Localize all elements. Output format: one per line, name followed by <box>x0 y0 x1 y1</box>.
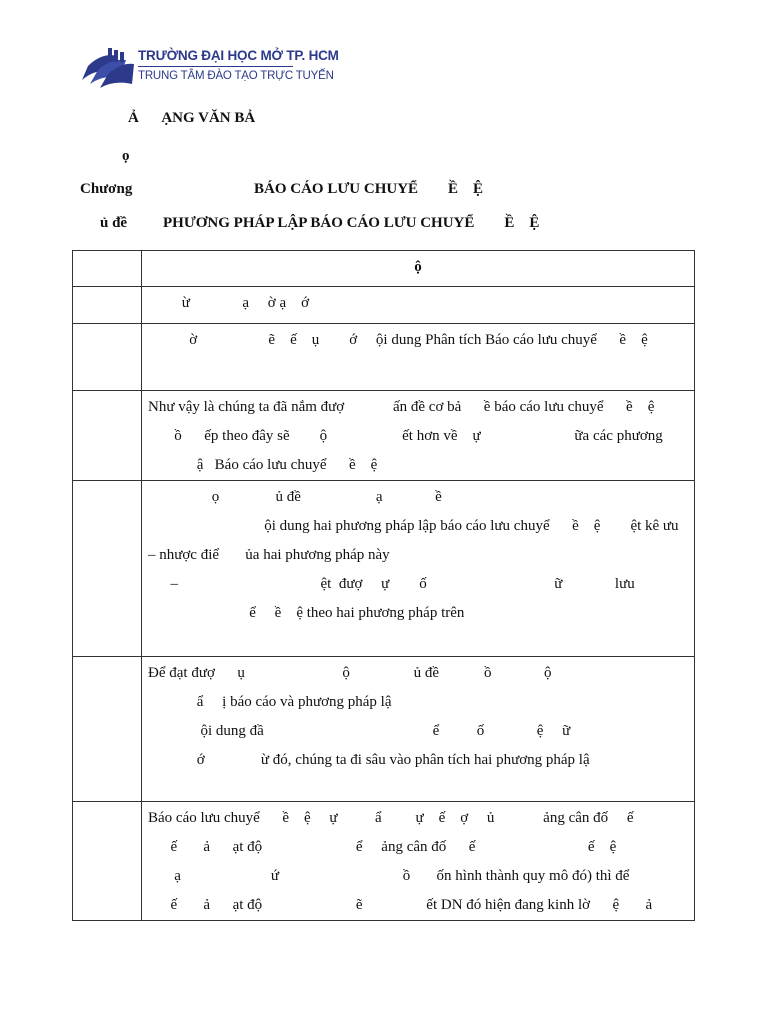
row-line: Như vậy là chúng ta đã nắm đượ ấn đề cơ bả ề báo cáo lưu chuyể ề ệ <box>148 399 655 415</box>
topic-label: ủ đề <box>100 215 128 231</box>
table-row <box>73 802 695 921</box>
doc-header-line1: Ả ẠNG VĂN BẢ <box>128 110 256 126</box>
content-table <box>72 250 695 921</box>
table-row <box>73 324 695 391</box>
row-line: ạ ứ ồ ốn hình thành quy mô đó) thì để <box>148 868 630 884</box>
book-logo-icon <box>78 46 136 92</box>
row-line: ế ả ạt độ ẽ ết DN đó hiện đang kinh lờ ệ ả <box>148 897 653 913</box>
row-line: ờ ẽ ế ụ ớ ội dung Phân tích Báo cáo lưu chuyể ề ệ <box>148 332 648 348</box>
table-header-cell <box>142 251 695 287</box>
school-name: TRƯỜNG ĐẠI HỌC MỞ TP. HCM <box>138 48 339 63</box>
table-header-row <box>73 251 695 287</box>
doc-header-line2: ọ <box>122 148 130 164</box>
row-line: ậ Báo cáo lưu chuyể ề ệ <box>148 457 378 473</box>
table-row <box>73 657 695 802</box>
row-line: ừ ạ ờ ạ ớ <box>148 295 310 311</box>
row-line: – nhược điể ủa hai phương pháp này <box>148 547 390 563</box>
row-line: ế ả ạt độ ể ảng cân đố ế ế ệ <box>148 839 617 855</box>
chapter-title: BÁO CÁO LƯU CHUYỂ Ề Ệ <box>254 181 484 197</box>
row-line: ội dung đầ ể ố ệ ữ <box>148 723 571 739</box>
row-line: Báo cáo lưu chuyể ề ệ ự ẩ ự ế ợ ủ ảng cân đố ế <box>148 810 634 826</box>
row-line: ồ ếp theo đây sẽ ộ ết hơn về ự ữa các phương <box>148 428 663 444</box>
table-header-text: ộ <box>414 259 422 275</box>
row-line: ội dung hai phương pháp lập báo cáo lưu chuyể ề ệ ệt kê ưu <box>148 518 679 534</box>
row-line: – ệt đượ ự ố ữ lưu <box>148 576 635 592</box>
center-name: TRUNG TÂM ĐÀO TẠO TRỰC TUYẾN <box>138 70 334 82</box>
topic-title: PHƯƠNG PHÁP LẬP BÁO CÁO LƯU CHUYỂ Ề Ệ <box>163 215 540 231</box>
table-row <box>73 287 695 324</box>
row-line: ẩ ị báo cáo và phương pháp lậ <box>148 694 392 710</box>
logo-divider <box>138 66 293 67</box>
row-line: ớ ừ đó, chúng ta đi sâu vào phân tích hai phương pháp lậ <box>148 752 590 768</box>
row-line: ọ ủ đề ạ ề <box>148 489 442 505</box>
chapter-label: Chương <box>80 181 133 197</box>
row-line: Để đạt đượ ụ ộ ủ đề ồ ộ <box>148 665 552 681</box>
table-row <box>73 481 695 657</box>
row-line: ể ề ệ theo hai phương pháp trên <box>148 605 465 621</box>
table-row <box>73 391 695 481</box>
table-header-cell-left <box>73 251 142 287</box>
school-logo <box>78 46 339 94</box>
